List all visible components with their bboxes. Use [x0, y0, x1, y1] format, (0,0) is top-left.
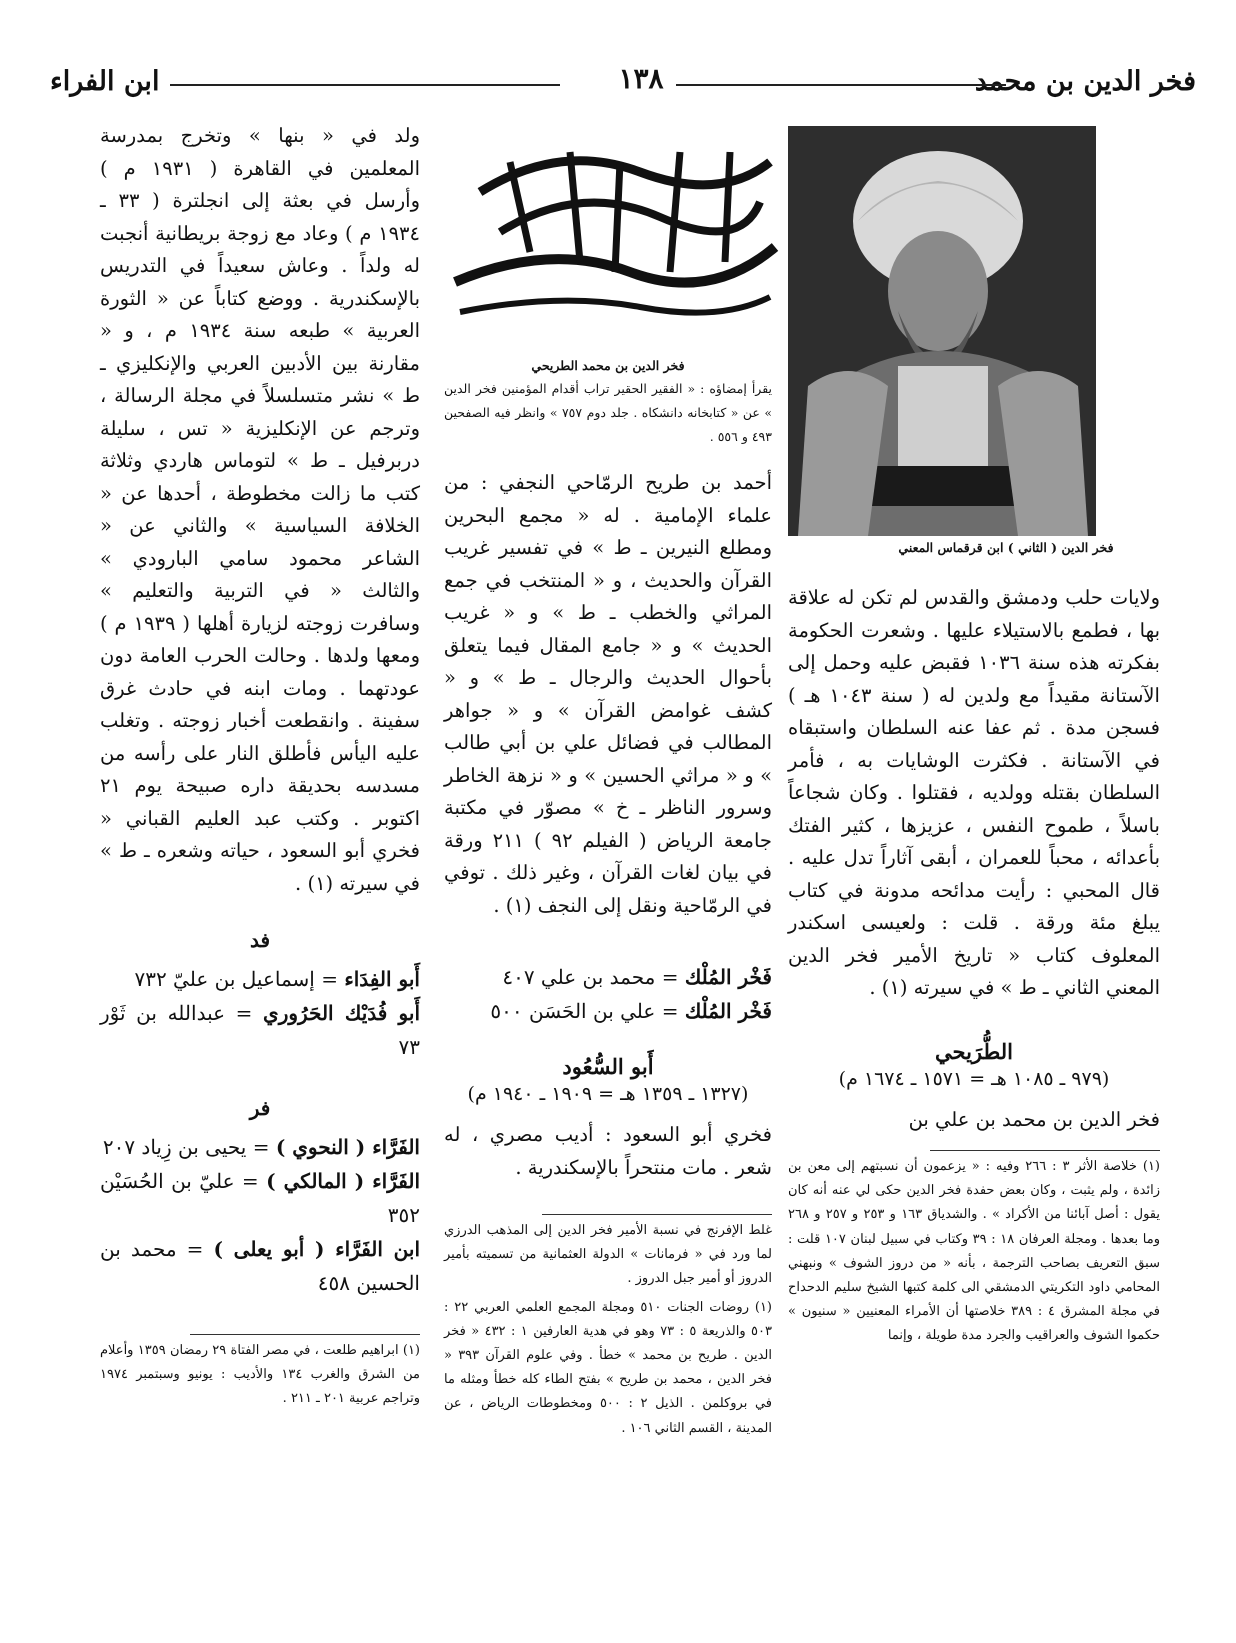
header-rule-right	[676, 84, 1006, 86]
xref-name: الفَرَّاء ( النحوي )	[275, 1135, 420, 1159]
abu-saud-entry-continuation: ولد في « بنها » وتخرج بمدرسة المعلمين في القاهرة ( ١٩٣١ م ) وأرسل في بعثة إلى انجلترة ( ٣٣ ـ ١٩٣٤ م ) وعاد مع زوجة بريطانية أنجبت له ولداً . وعاش سعيداً في التدريس بالإسكندرية . ووضع كتاباً عن « الثورة العربية » طبعه سنة ١٩٣٤ م ، و « مقارنة بين الأدبين العربي والإنكليزي ـ ط » نشر متسلسلاً في مجلة الرسالة ، وترجم عن الإنكليزية « تس ، سليلة دربرفيل ـ ط » لتوماس هاردي وثلاثة كتب ما زالت مخطوطة ، أحدها عن « الخلافة السياسية » والثاني عن « الشاعر محمود سامي البارودي » والثالث « في التربية والتعليم » وسافرت زوجته لزيارة أهلها ( ١٩٣٩ م ) ومعها ولدها . وحالت الحرب العامة دون عودتهما . ومات ابنه في حادث غرق سفينة . وانقطعت أخبار زوجته . وتغلب عليه اليأس فأطلق النار على رأسه من مسدسه بحديقة داره صبيحة يوم ٢١ اكتوبر . وكتب عبد العليم القباني « فخري أبو السعود ، حياته وشعره ـ ط » في سيرته (١) .	[100, 124, 420, 895]
xref-name: الفَرَّاء ( المالكي )	[266, 1169, 420, 1193]
cross-reference	[100, 1232, 420, 1300]
cross-reference	[100, 996, 420, 1064]
cross-references-fr	[100, 1130, 420, 1300]
page-number: ١٣٨	[618, 62, 664, 95]
signature-caption-title: فخر الدين بن محمد الطريحي	[531, 358, 685, 373]
cross-references-fd	[100, 962, 420, 1064]
entry-body: فخر الدين بن محمد بن علي بن	[908, 1107, 1160, 1131]
cross-reference	[100, 1164, 420, 1232]
xref-target: = يحيى بن زِياد ٢٠٧	[102, 1135, 270, 1159]
right-footnotes	[788, 1150, 1160, 1349]
cross-reference	[444, 994, 772, 1028]
page-header	[40, 62, 1196, 102]
xref-name: فَخْر المُلْك	[684, 999, 772, 1023]
footnote-rule	[930, 1150, 1160, 1151]
footnote: (١) ابراهيم طلعت ، في مصر الفتاة ٢٩ رمضان ١٣٥٩ وأعلام من الشرق والغرب ١٣٤ والأديب : يونيو وسبتمبر ١٩٧٤ وتراجم عربية ٢٠١ ـ ٢١١ .	[100, 1343, 420, 1407]
xref-name: أَبو فُدَيْك الحَرُوري	[263, 1001, 420, 1025]
xref-name: ابن الفَرَّاء ( أبو يعلى )	[213, 1237, 420, 1261]
entry-body: فخري أبو السعود : أديب مصري ، له شعر . مات منتحراً بالإسكندرية .	[444, 1123, 772, 1179]
footnote: (١) روضات الجنات ٥١٠ ومجلة المجمع العلمي العربي ٢٢ : ٥٠٣ والذريعة ٥ : ٧٣ وهو في هدية العارفين ١ : ٤٣٢ « فخر الدين . طريح بن محمد » خطأ . وفي علوم القرآن ٣٩٣ « فخر الدين ، محمد بن طريح » بفتح الطاء كله خطأ ومثله ما في بروكلمن . الذيل ٢ : ٥٠٠ ومخطوطات الرياض ، عن المدينة ، القسم الثاني ١٠٦ .	[444, 1299, 772, 1436]
entry-dates: (٩٧٩ ـ ١٠٨٥ هـ = ١٥٧١ ـ ١٦٧٤ م)	[838, 1067, 1110, 1090]
xref-target: = محمد بن الحسين ٤٥٨	[100, 1237, 420, 1295]
signature-caption-text: يقرأ إمضاؤه : « الفقير الحقير تراب أقدام المؤمنين فخر الدين » عن « كتابخانه دانشكاه . جلد دوم ٧٥٧ » وانظر فيه الصفحين ٤٩٣ و ٥٥٦ .	[444, 381, 772, 444]
middle-footnotes	[444, 1214, 772, 1441]
xref-target: = علي بن الحَسَن ٥٠٠	[490, 999, 679, 1023]
entry-title: أَبو السُّعُود	[562, 1054, 654, 1079]
entry-dates: (١٣٢٧ ـ ١٣٥٩ هـ = ١٩٠٩ ـ ١٩٤٠ م)	[467, 1083, 749, 1105]
middle-column	[444, 358, 772, 1441]
portrait-illustration	[788, 126, 1096, 536]
cross-reference	[444, 960, 772, 994]
xref-target: = عليّ بن الحُسَيْن ٣٥٢	[100, 1169, 420, 1227]
portrait-caption-block	[788, 540, 1160, 555]
tarihi-entry-continuation: أحمد بن طريح الرمّاحي النجفي : من علماء الإمامية . له « مجمع البحرين ومطلع النيرين ـ ط » في تفسير غريب القرآن والحديث ، و « المنتخب في جمع المراثي والخطب ـ ط » و « غريب الحديث » و « جامع المقال فيما يتعلق بأحوال الحديث والرجال ـ ط » و « كشف غوامض القرآن » و « جواهر المطالب في فضائل علي بن أبي طالب » و « مراثي الحسين » و « نزهة الخاطر وسرور الناظر ـ خ » مصوّر في مكتبة جامعة الرياض ( الفيلم ٩٢ ) ٢١١ ورقة في بيان لغات القرآن ، وغير ذلك . توفي في الرمّاحية ونقل إلى النجف (١) .	[444, 471, 772, 917]
footnote-rule	[190, 1334, 420, 1335]
xref-target: = عبدالله بن ثَوْر ٧٣	[100, 1001, 420, 1059]
right-column	[788, 582, 1160, 1349]
footnote: (١) خلاصة الأثر ٣ : ٢٦٦ وفيه : « يزعمون أن نسبتهم إلى معن بن زائدة ، ولم يثبت ، وكان بعض حفدة فخر الدين حكى لي عنه أنه كان يقول : أصل آبائنا من الأكراد » . والشدياق ١٦٣ و ٢٥٣ و ٢٥٧ و ٢٦٨ وما بعدها . ومجلة العرفان ١٨ : ٣٩ وكتاب في سبيل لبنان ١٠٧ قلت : سبق التعريف بصاحب الترجمة ، بأنه « من دروز الشوف » ونبهني المحامي داود التكريتي الدمشقي الى كلمة كتبها الشيخ سليم الدحداح في مجلة المشرق ٤ : ٣٨٩ خلاصتها أن الأمراء المعنيين « سنيون » حكموا الشوف والعراقيب والجرد مدة طويلة ، وإنما	[788, 1159, 1160, 1344]
cross-reference	[100, 962, 420, 996]
section-heading: فد	[249, 928, 271, 952]
footnote-rule	[542, 1214, 772, 1215]
portrait-image	[788, 126, 1096, 536]
section-heading: فر	[249, 1096, 271, 1120]
footnote-continuation: غلط الإفرنج في نسبة الأمير فخر الدين إلى المذهب الدرزي لما ورد في « فرمانات » الدولة العثمانية من تسميته بأمير الدروز أو أمير جبل الدروز .	[444, 1223, 772, 1287]
cross-references-mulk	[444, 960, 772, 1028]
entry-turayhi	[788, 1039, 1160, 1137]
left-column	[100, 120, 420, 1412]
running-head-left: ابن الفراء	[50, 66, 160, 97]
entry-abu-saud	[444, 1054, 772, 1184]
xref-target: = إسماعيل بن عليّ ٧٣٢	[134, 967, 338, 991]
entry-title: الطُّرَيحي	[935, 1038, 1013, 1064]
header-rule-left	[170, 84, 560, 86]
xref-name: أَبو الفِدَاء	[344, 967, 420, 991]
signature-image	[440, 122, 780, 332]
xref-target: = محمد بن علي ٤٠٧	[502, 965, 679, 989]
left-footnotes	[100, 1334, 420, 1412]
running-head-right: فخر الدين بن محمد	[974, 66, 1196, 97]
cross-reference	[100, 1130, 420, 1164]
fakhr-al-din-entry-continuation: ولايات حلب ودمشق والقدس لم تكن له علاقة بها ، فطمع بالاستيلاء عليها . وشعرت الحكومة بفكرته هذه سنة ١٠٣٦ فقبض عليه وحمل إلى الآستانة مقيداً مع ولدين له ( سنة ١٠٤٣ هـ ) فسجن مدة . ثم عفا عنه السلطان واستبقاه في الآستانة . فكثرت الوشايات به ، فأمر السلطان بقتله وولديه ، فقتلوا . وكان شجاعاً باسلاً ، طموح النفس ، عزيزها ، كثير الفتك بأعدائه ، محباً للعمران ، أبقى آثاراً تدل عليه . قال المحبي : رأيت مدائحه مدونة في كتاب يبلغ مئة ورقة . قلت : ولعيسى اسكندر المعلوف كتاب « تاريخ الأمير فخر الدين المعني الثاني ـ ط » في سيرته (١) .	[788, 586, 1160, 999]
signature-calligraphy	[440, 122, 780, 332]
xref-name: فَخْر المُلْك	[684, 965, 772, 989]
portrait-caption: فخر الدين ( الثاني ) ابن قرقماس المعني	[898, 540, 1114, 555]
